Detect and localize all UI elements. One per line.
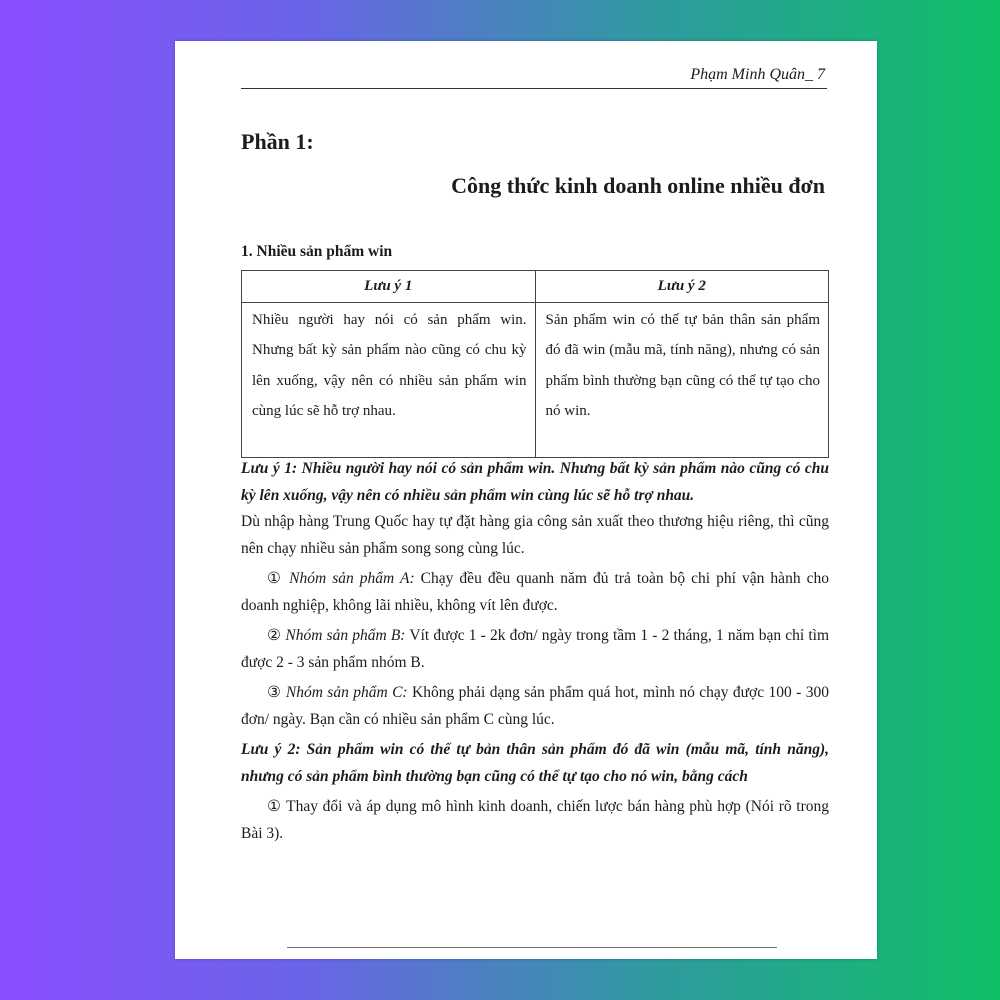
list-item	[241, 794, 829, 847]
circled-number-marker: ③	[267, 684, 282, 701]
table-cell: Sản phẩm win có thể tự bản thân sản phẩm đó đã win (mẫu mã, tính năng), nhưng có sản phẩm bình thường bạn cũng có thể tự tạo cho nó win.	[535, 302, 829, 457]
table-header-row	[242, 271, 829, 303]
item-label: Nhóm sản phẩm B:	[285, 627, 406, 644]
item-text: Chạy đều đều quanh năm đủ trả toàn bộ chi phí vận hành cho doanh nghiệp, không lãi nhiều, không vít lên được.	[241, 570, 829, 614]
circled-number-marker: ①	[267, 798, 282, 815]
circled-number-marker: ①	[267, 570, 284, 587]
item-text: Không phải dạng sản phẩm quá hot, mình nó chạy được 100 - 300 đơn/ ngày. Bạn cần có nhiều sản phẩm C cùng lúc.	[241, 684, 830, 728]
notes-table	[241, 270, 829, 458]
list-item	[241, 566, 829, 619]
item-label: Nhóm sản phẩm A:	[289, 570, 415, 587]
note-2: Lưu ý 2: Sản phẩm win có thể tự bản thân sản phẩm đó đã win (mẫu mã, tính năng), nhưng có sản phẩm bình thường bạn cũng có thể tự tạo cho nó win, bằng cách	[241, 741, 829, 785]
paragraph: Dù nhập hàng Trung Quốc hay tự đặt hàng gia công sản xuất theo thương hiệu riêng, thì cũng nên chạy nhiều sản phẩm song song cùng lúc.	[241, 513, 829, 557]
item-label: Nhóm sản phẩm C:	[285, 684, 408, 701]
document-page	[175, 41, 877, 959]
circled-number-marker: ②	[267, 627, 282, 644]
part-title: Công thức kinh doanh online nhiều đơn	[451, 173, 825, 198]
section-title: 1. Nhiều sản phẩm win	[241, 243, 393, 260]
note-1: Lưu ý 1: Nhiều người hay nói có sản phẩm win. Nhưng bất kỳ sản phẩm nào cũng có chu kỳ lên xuống, vậy nên có nhiều sản phẩm win cùng lúc sẽ hỗ trợ nhau.	[241, 460, 829, 504]
footer-rule	[287, 947, 777, 948]
body-text	[241, 456, 829, 847]
table-header-cell: Lưu ý 2	[535, 271, 829, 303]
item-text: Thay đổi và áp dụng mô hình kinh doanh, chiến lược bán hàng phù hợp (Nói rõ trong Bài 3).	[241, 798, 829, 842]
table-header-cell: Lưu ý 1	[242, 271, 536, 303]
list-item	[241, 623, 829, 676]
list-item	[241, 680, 829, 733]
page-header: Phạm Minh Quân_ 7	[690, 66, 825, 83]
table-cell: Nhiều người hay nói có sản phẩm win. Nhưng bất kỳ sản phẩm nào cũng có chu kỳ lên xuống, vậy nên có nhiều sản phẩm win cùng lúc sẽ hỗ trợ nhau.	[242, 302, 536, 457]
part-label: Phần 1:	[241, 129, 314, 154]
item-text: Vít được 1 - 2k đơn/ ngày trong tầm 1 - 2 tháng, 1 năm bạn chỉ tìm được 2 - 3 sản phẩm nhóm B.	[241, 627, 830, 671]
table-row	[242, 302, 829, 457]
